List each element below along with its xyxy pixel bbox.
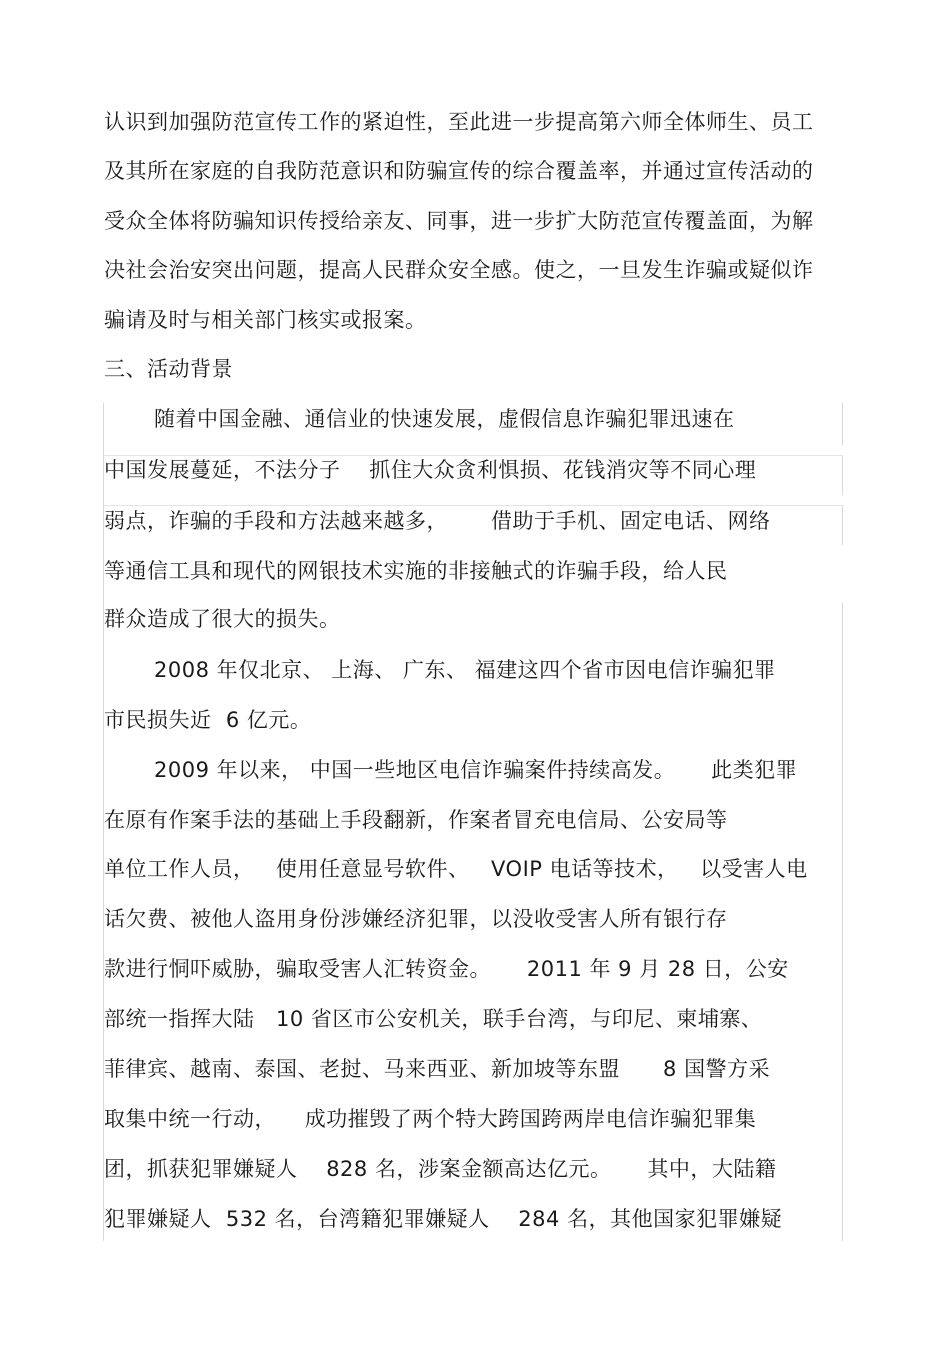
text-line: 款进行恫吓威胁，骗取受害人汇转资金。 2011 年 9 月 28 日，公安 <box>104 957 789 981</box>
text-line: 随着中国金融、通信业的快速发展，虚假信息诈骗犯罪迅速在 <box>154 407 735 431</box>
text-line: 菲律宾、越南、泰国、老挝、马来西亚、新加坡等东盟 8 国警方采 <box>104 1057 771 1081</box>
text-line: 话欠费、被他人盗用身份涉嫌经济犯罪，以没收受害人所有银行存 <box>104 907 728 931</box>
text-line: 中国发展蔓延，不法分子 抓住大众贪利惧损、花钱消灾等不同心理 <box>104 458 757 482</box>
text-line: 部统一指挥大陆 10 省区市公安机关，联手台湾，与印尼、柬埔寨、 <box>104 1007 763 1031</box>
text-line: 骗请及时与相关部门核实或报案。 <box>104 308 427 332</box>
text-line: 群众造成了很大的损失。 <box>104 607 341 631</box>
text-line: 认识到加强防范宣传工作的紧迫性，至此进一步提高第六师全体师生、员工 <box>104 110 814 134</box>
section-heading: 三、活动背景 <box>104 357 233 381</box>
frame-right-rule <box>842 455 843 495</box>
text-line: 受众全体将防骗知识传授给亲友、同事，进一步扩大防范宣传覆盖面，为解 <box>104 209 814 233</box>
frame-right-rule <box>842 403 843 445</box>
text-line: 取集中统一行动， 成功摧毁了两个特大跨国跨两岸电信诈骗犯罪集 <box>104 1107 757 1131</box>
text-line: 市民损失近 6 亿元。 <box>104 708 312 732</box>
text-line: 决社会治安突出问题，提高人民群众安全感。使之，一旦发生诈骗或疑似诈 <box>104 258 814 282</box>
text-line: 犯罪嫌疑人 532 名，台湾籍犯罪嫌疑人 284 名，其他国家犯罪嫌疑 <box>104 1207 783 1231</box>
text-line: 弱点，诈骗的手段和方法越来越多， 借助于手机、固定电话、网络 <box>104 509 771 533</box>
text-line: 团，抓获犯罪嫌疑人 828 名，涉案金额高达亿元。 其中，大陆籍 <box>104 1157 777 1181</box>
frame-right-rule <box>842 505 843 545</box>
text-line: 在原有作案手法的基础上手段翻新，作案者冒充电信局、公安局等 <box>104 808 728 832</box>
text-line: 2008 年仅北京、 上海、 广东、 福建这四个省市因电信诈骗犯罪 <box>154 658 776 682</box>
text-line: 等通信工具和现代的网银技术实施的非接触式的诈骗手段，给人民 <box>104 559 728 583</box>
text-line: 及其所在家庭的自我防范意识和防骗宣传的综合覆盖率，并通过宣传活动的 <box>104 159 814 183</box>
text-line: 单位工作人员， 使用任意显号软件、 VOIP 电话等技术， 以受害人电 <box>104 857 808 881</box>
text-line: 2009 年以来， 中国一些地区电信诈骗案件持续高发。 此类犯罪 <box>154 758 798 782</box>
frame-right-rule <box>842 603 843 1241</box>
frame-row-rule <box>103 505 843 506</box>
